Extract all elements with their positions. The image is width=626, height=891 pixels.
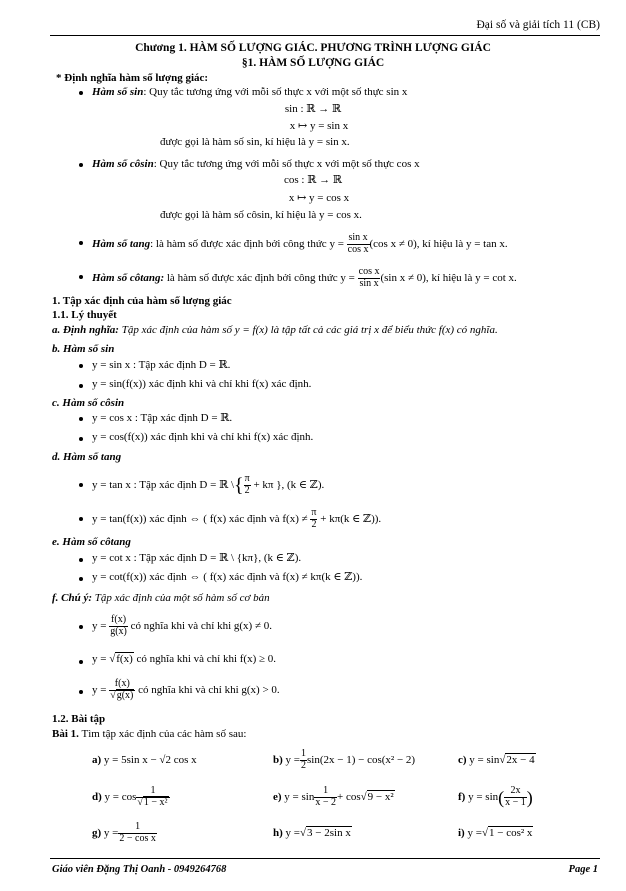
cot-formula-lhs: y = (340, 272, 355, 284)
footer-rule (50, 858, 600, 859)
exercise-i: i) y =√1 − cos² x (458, 827, 533, 839)
section-1-1-title: 1.1. Lý thuyết (52, 309, 117, 321)
tan-text: : là hàm số được xác định bởi công thức (150, 238, 327, 250)
bullet-icon (79, 241, 83, 245)
exercise-g: g) y = $\frac{1}{\text{2 − cos x}}$ (92, 821, 156, 844)
sin-domain: y = sin x : Tập xác định D = ℝ. (92, 359, 231, 371)
bullet-icon (79, 384, 83, 388)
section-1-2-title: 1.2. Bài tập (52, 713, 106, 725)
exercise-label: Bài 1. (52, 728, 79, 740)
cot-function-title: e. Hàm số côtang (52, 536, 131, 548)
cot-condition: (sin x ≠ 0), (380, 272, 429, 284)
page-header: Đại số và giải tích 11 (CB) (476, 19, 600, 31)
cot-domain: y = cot x : Tập xác định D = ℝ \ {kπ}, (k ∈ ℤ). (92, 552, 302, 564)
bullet-icon (79, 577, 83, 581)
domain-definition (52, 324, 498, 338)
cos-map-rule: x ↦ y = cos x (288, 192, 350, 204)
sin-text: : Quy tắc tương ứng với mỗi số thực x với một số thực sin x (143, 86, 408, 98)
cot-term: Hàm số côtang: (92, 272, 165, 284)
tan-function-title: d. Hàm số tang (52, 451, 122, 463)
footer-page: Page 1 (568, 864, 598, 875)
cos-domain: y = cos x : Tập xác định D = ℝ. (92, 412, 233, 424)
rule-fraction-expr: $\frac{f(x)}{g(x)}$ (110, 614, 127, 637)
cos-function-title: c. Hàm số côsin (52, 397, 125, 409)
rule-root-fraction: y = $\frac{f(x)}{√g(x)}$ có nghĩa khi và chỉ khi g(x) > 0. (92, 678, 280, 701)
bullet-icon (79, 417, 83, 421)
section-title: §1. HÀM SỐ LƯỢNG GIÁC (241, 57, 385, 69)
exercise-e: e) y = sin $\frac{1}{x - 2}$ + cos√9 − x² (273, 785, 394, 808)
tan-domain-fraction: $\frac{\pi}{2}$ (244, 473, 250, 496)
exercise-1 (52, 728, 246, 742)
rule-root-radicand: f(x) (116, 653, 133, 665)
note-label: f. Chú ý: (52, 592, 93, 604)
rule-root-fraction-expr: $\frac{f(x)}{√g(x)}$ (110, 678, 134, 701)
tan-composite: y = tan(f(x)) xác định ⇔ ( f(x) xác định và f(x) ≠ $\frac{\pi}{2}$ + kπ(k ∈ ℤ)). (92, 507, 382, 530)
chapter-title: Chương 1. HÀM SỐ LƯỢNG GIÁC. PHƯƠNG TRÌNH LƯỢNG GIÁC (135, 42, 491, 54)
sin-term: Hàm số sin (92, 86, 144, 98)
sin-definition (92, 86, 407, 100)
tan-definition (92, 229, 508, 259)
exercise-d: d) y = cos $\frac{1}{\text{√1 − x²}}$ (92, 785, 168, 808)
cos-definition (92, 158, 420, 172)
tan-condition: (cos x ≠ 0), (369, 238, 420, 250)
cot-composite: y = cot(f(x)) xác định ⇔ ( f(x) xác định và f(x) ≠ kπ(k ∈ ℤ)). (92, 571, 363, 583)
exercise-h: h) y =√3 − 2sin x (273, 827, 351, 839)
rule-root: y = √f(x) có nghĩa khi và chỉ khi f(x) ≥ 0. (92, 653, 277, 665)
cot-fraction: $\frac{\text{cos x}}{\text{sin x}}$ (358, 266, 380, 289)
exercise-c: c) y = sin√2x − 4 (458, 754, 535, 766)
cos-called: được gọi là hàm số côsin, kí hiệu là y = cos x. (160, 209, 362, 221)
note (52, 592, 270, 606)
cot-tail: kí hiệu là y = cot x. (431, 272, 517, 284)
cos-text: : Quy tắc tương ứng với mỗi số thực x với một số thực cos x (153, 158, 420, 170)
tan-term: Hàm số tang (92, 238, 151, 250)
cos-composite: y = cos(f(x)) xác định khi và chỉ khi f(x) xác định. (92, 431, 314, 443)
tan-composite-fraction: $\frac{\pi}{2}$ (311, 507, 317, 530)
rule-fraction: y = $\frac{f(x)}{g(x)}$ có nghĩa khi và chỉ khi g(x) ≠ 0. (92, 614, 273, 637)
tan-formula-lhs: y = (329, 238, 344, 250)
exercise-b: b) y = $\frac{1}{2}$ sin(2x − 1) − cos(x² − 2) (273, 748, 416, 771)
footer-teacher: Giáo viên Đặng Thị Oanh - 0949264768 (52, 864, 227, 875)
header-rule (50, 35, 600, 36)
bullet-icon (79, 660, 83, 664)
cot-definition (92, 263, 517, 293)
tan-fraction: $\frac{\text{sin x}}{\text{cos x}}$ (347, 232, 369, 255)
tan-tail: kí hiệu là y = tan x. (422, 238, 508, 250)
note-text: Tập xác định của một số hàm số cơ bản (94, 592, 270, 604)
bullet-icon (79, 625, 83, 629)
cot-text: là hàm số được xác định bởi công thức (166, 272, 338, 284)
sin-called: được gọi là hàm số sin, kí hiệu là y = sin x. (160, 136, 350, 148)
bullet-icon (79, 690, 83, 694)
bullet-icon (79, 437, 83, 441)
bullet-icon (79, 163, 83, 167)
bullet-icon (79, 483, 83, 487)
cos-map-domain: cos : ℝ → ℝ (283, 174, 342, 186)
definition-heading: * Định nghĩa hàm số lượng giác: (56, 72, 209, 84)
definition-text: Tập xác định của hàm số y = f(x) là tập tất cả các giá trị x để biểu thức f(x) có nghĩa. (121, 324, 498, 336)
definition-label: a. Định nghĩa: (52, 324, 119, 336)
section-1-title: 1. Tập xác định của hàm số lượng giác (52, 295, 232, 307)
bullet-icon (79, 364, 83, 368)
bullet-icon (79, 91, 83, 95)
sin-function-title: b. Hàm số sin (52, 343, 115, 355)
exercise-f: f) y = sin( $\frac{2x}{x - 1}$ ) (458, 785, 533, 808)
bullet-icon (79, 558, 83, 562)
sin-composite: y = sin(f(x)) xác định khi và chỉ khi f(x) xác định. (92, 378, 312, 390)
cos-term: Hàm số côsin (92, 158, 154, 170)
sin-map-domain: sin : ℝ → ℝ (284, 103, 342, 115)
bullet-icon (79, 517, 83, 521)
tan-domain: y = tan x : Tập xác định D = ℝ \{ $\frac{\pi}{2}$ + kπ }, (k ∈ ℤ). (92, 473, 325, 497)
exercise-a: a) y = 5sin x − √2 cos x (92, 754, 197, 766)
sin-map-rule: x ↦ y = sin x (289, 120, 349, 132)
bullet-icon (79, 275, 83, 279)
exercise-text: Tìm tập xác định của các hàm số sau: (81, 728, 247, 740)
